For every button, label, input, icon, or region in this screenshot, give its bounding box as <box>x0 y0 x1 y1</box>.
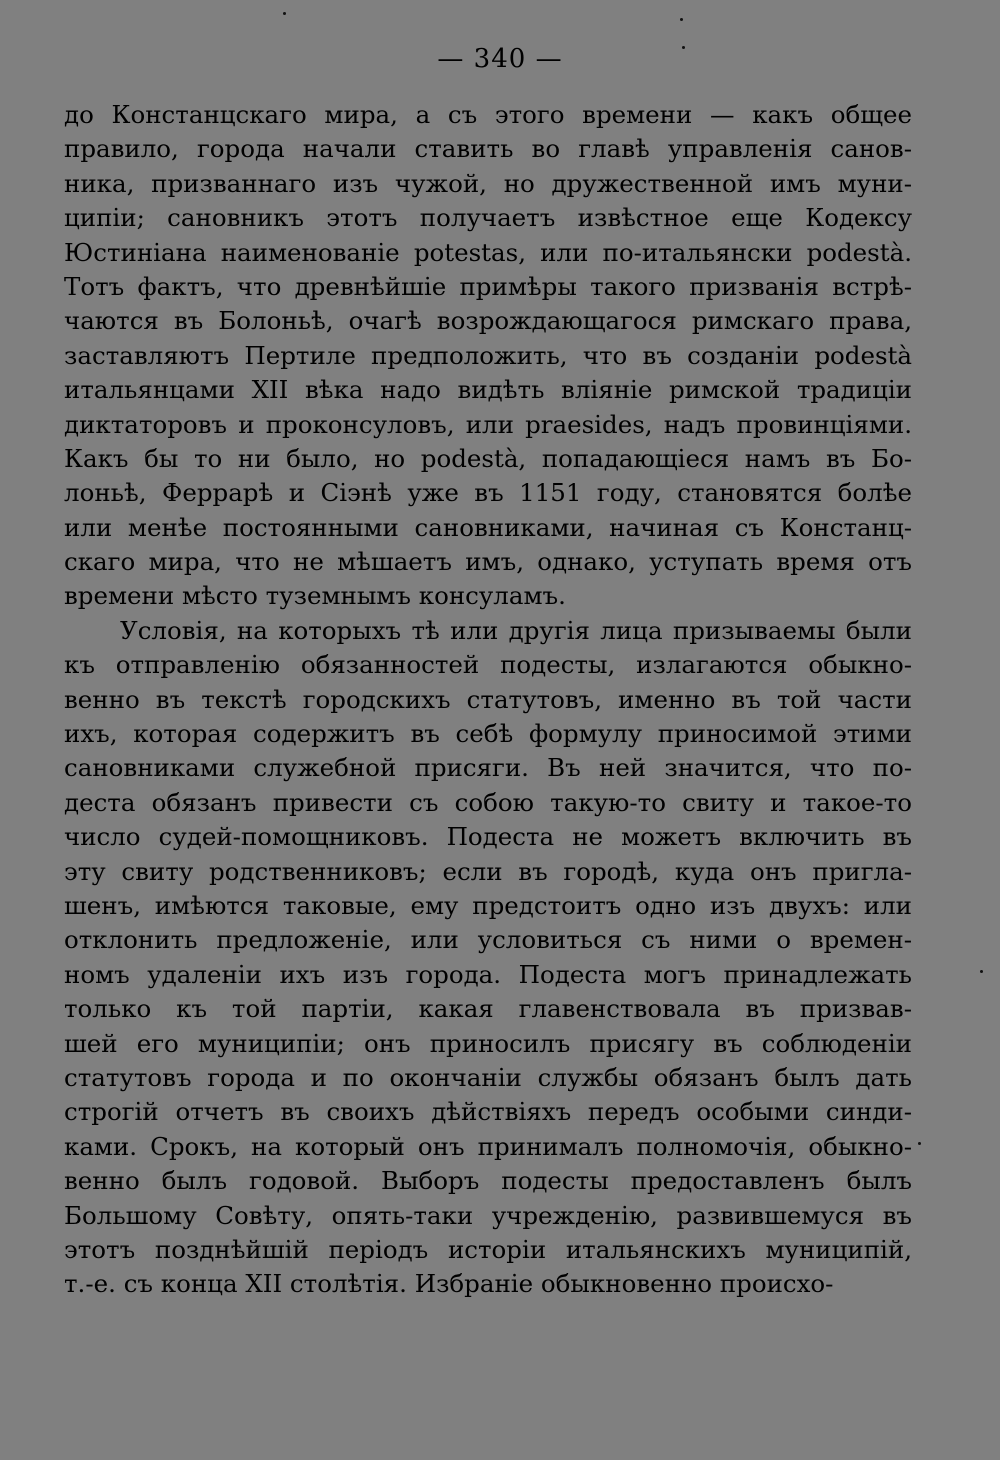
text-line: строгій отчетъ въ своихъ дѣйствіяхъ передъ особыми синди- <box>64 1097 912 1127</box>
text-line: Тотъ фактъ, что древнѣйшіе примѣры такого призванія встрѣ- <box>64 271 912 301</box>
text-line: деста обязанъ привести съ собою такую-то свиту и такое-то <box>64 787 912 817</box>
text-line: скаго мира, что не мѣшаетъ имъ, однако, уступать время отъ <box>64 547 912 577</box>
text-line: чаются въ Болоньѣ, очагѣ возрождающагося римскаго права, <box>64 306 912 336</box>
body-text <box>64 98 912 1302</box>
text-line: диктаторовъ и проконсуловъ, или praesides, надъ провинціями. <box>64 409 912 439</box>
paper-speck <box>680 18 683 21</box>
text-line: итальянцами XII вѣка надо видѣть вліяніе римской традиціи <box>64 375 912 405</box>
text-line: венно въ текстѣ городскихъ статутовъ, именно въ той части <box>64 684 912 714</box>
text-line: т.-е. съ конца XII столѣтія. Избраніе обыкновенно происхо- <box>64 1269 834 1299</box>
text-line: только къ той партіи, какая главенствовала въ призвав- <box>64 994 912 1024</box>
text-line: шей его муниципіи; онъ приносилъ присягу въ соблюденіи <box>64 1028 912 1058</box>
text-line: ками. Срокъ, на который онъ принималъ полномочія, обыкно- <box>64 1131 912 1161</box>
text-line: ника, призваннаго изъ чужой, но дружественной имъ муни- <box>64 168 912 198</box>
text-line: венно былъ годовой. Выборъ подесты предоставленъ былъ <box>64 1166 912 1196</box>
text-line: къ отправленію обязанностей подесты, излагаются обыкно- <box>64 650 912 680</box>
text-line: статутовъ города и по окончаніи службы обязанъ былъ дать <box>64 1062 912 1092</box>
text-line: лоньѣ, Феррарѣ и Сіэнѣ уже въ 1151 году, становятся болѣе <box>64 478 912 508</box>
text-line: эту свиту родственниковъ; если въ городѣ, куда онъ пригла- <box>64 856 912 886</box>
page-number: — 340 — <box>437 44 563 74</box>
paper-speck <box>283 12 286 15</box>
text-line: отклонить предложеніе, или условиться съ ними о времен- <box>64 925 912 955</box>
text-line: сановниками служебной присяги. Въ ней значится, что по- <box>64 753 912 783</box>
text-line: Юстиніана наименованіе potestas, или по-итальянски podestà. <box>64 237 912 267</box>
text-line: Какъ бы то ни было, но podestà, попадающіеся намъ въ Бо- <box>64 443 912 473</box>
paper-speck <box>918 1142 921 1145</box>
text-line: Условія, на которыхъ тѣ или другія лица призываемы были <box>120 615 912 645</box>
text-line: ихъ, которая содержитъ въ себѣ формулу приносимой этими <box>64 719 912 749</box>
text-line: число судей-помощниковъ. Подеста не можетъ включить въ <box>64 822 912 852</box>
text-line: или менѣе постоянными сановниками, начиная съ Констанц- <box>64 512 912 542</box>
text-line: ципіи; сановникъ этотъ получаетъ извѣстное еще Кодексу <box>64 203 912 233</box>
text-line: до Констанцскаго мира, а съ этого времени — какъ общее <box>64 100 912 129</box>
text-line: этотъ позднѣйшій періодъ исторіи итальянскихъ муниципій, <box>64 1234 912 1264</box>
text-line: номъ удаленіи ихъ изъ города. Подеста могъ принадлежать <box>64 959 912 989</box>
text-line: шенъ, имѣются таковые, ему предстоитъ одно изъ двухъ: или <box>64 890 912 920</box>
paper-speck <box>682 46 685 49</box>
paragraph-1 <box>64 98 912 614</box>
text-line: заставляютъ Пертиле предположить, что въ созданіи podestà <box>64 340 912 370</box>
text-line: времени мѣсто туземнымъ консуламъ. <box>64 581 566 611</box>
text-line: правило, города начали ставить во главѣ управленія санов- <box>64 134 912 164</box>
paragraph-2 <box>64 614 912 1302</box>
text-line: Большому Совѣту, опять-таки учрежденію, развившемуся въ <box>64 1200 912 1230</box>
paper-speck <box>980 970 983 973</box>
